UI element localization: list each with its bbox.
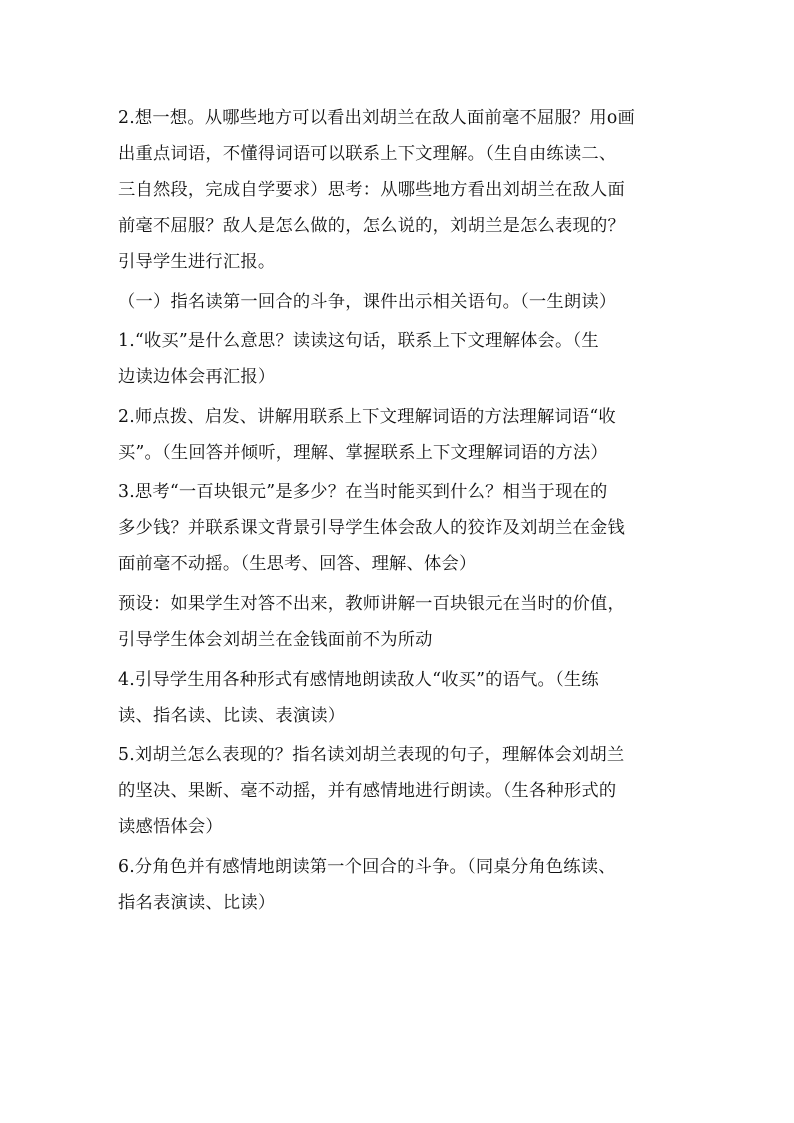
paragraph-item-3 (118, 474, 678, 582)
text-line: 前毫不屈服？敌人是怎么做的，怎么说的，刘胡兰是怎么表现的？ (118, 216, 625, 236)
text-line: 出重点词语，不懂得词语可以联系上下文理解。（生自由练读二、 (118, 144, 617, 164)
text-line: 2.师点拨、启发、讲解用联系上下文理解词语的方法理解词语“收 (118, 406, 616, 427)
paragraph-item-6 (118, 849, 678, 921)
text-line: 读感悟体会） (118, 817, 223, 838)
paragraph-preset-note (118, 586, 678, 658)
text-line: 面前毫不动摇。（生思考、回答、理解、体会） (118, 554, 477, 575)
paragraph-item-2 (118, 399, 678, 471)
text-line: 多少钱？并联系课文背景引导学生体会敌人的狡诈及刘胡兰在金钱 (118, 518, 625, 539)
text-line: 读、指名读、比读、表演读） (118, 705, 346, 726)
text-line: 1.“收买”是什么意思？读读这句话，联系上下文理解体会。（生 (118, 331, 599, 352)
text-line: 6.分角色并有感情地朗读第一个回合的斗争。（同桌分角色练读、 (118, 856, 616, 877)
text-line: 引导学生体会刘胡兰在金钱面前不为所动 (118, 629, 433, 650)
text-line: 5.刘胡兰怎么表现的？指名读刘胡兰表现的句子，理解体会刘胡兰 (118, 745, 625, 766)
paragraph-section-one-heading (118, 284, 678, 320)
document-body (118, 100, 678, 924)
paragraph-item-5 (118, 737, 678, 845)
text-line: 4.引导学生用各种形式有感情地朗读敌人“收买”的语气。（生练 (118, 669, 599, 690)
text-line: 3.思考“一百块银元”是多少？在当时能买到什么？相当于现在的 (118, 482, 608, 503)
text-line: 的坚决、果断、毫不动摇，并有感情地进行朗读。（生各种形式的 (118, 781, 617, 802)
paragraph-think-question (118, 100, 678, 280)
text-line: 指名表演读、比读） (118, 892, 276, 913)
text-line: 边读边体会再汇报） (118, 367, 276, 388)
paragraph-item-4 (118, 662, 678, 734)
paragraph-item-1 (118, 323, 678, 395)
text-line: 2.想一想。从哪些地方可以看出刘胡兰在敌人面前毫不屈服？用o画 (118, 108, 635, 128)
text-line: 引导学生进行汇报。 (118, 252, 276, 272)
text-line: （一）指名读第一回合的斗争，课件出示相关语句。（一生朗读） (118, 291, 617, 312)
text-line: 买”。（生回答并倾听，理解、掌握联系上下文理解词语的方法） (118, 442, 608, 463)
text-line: 三自然段，完成自学要求）思考：从哪些地方看出刘胡兰在敌人面 (118, 180, 625, 200)
text-line: 预设：如果学生对答不出来，教师讲解一百块银元在当时的价值， (118, 593, 625, 614)
